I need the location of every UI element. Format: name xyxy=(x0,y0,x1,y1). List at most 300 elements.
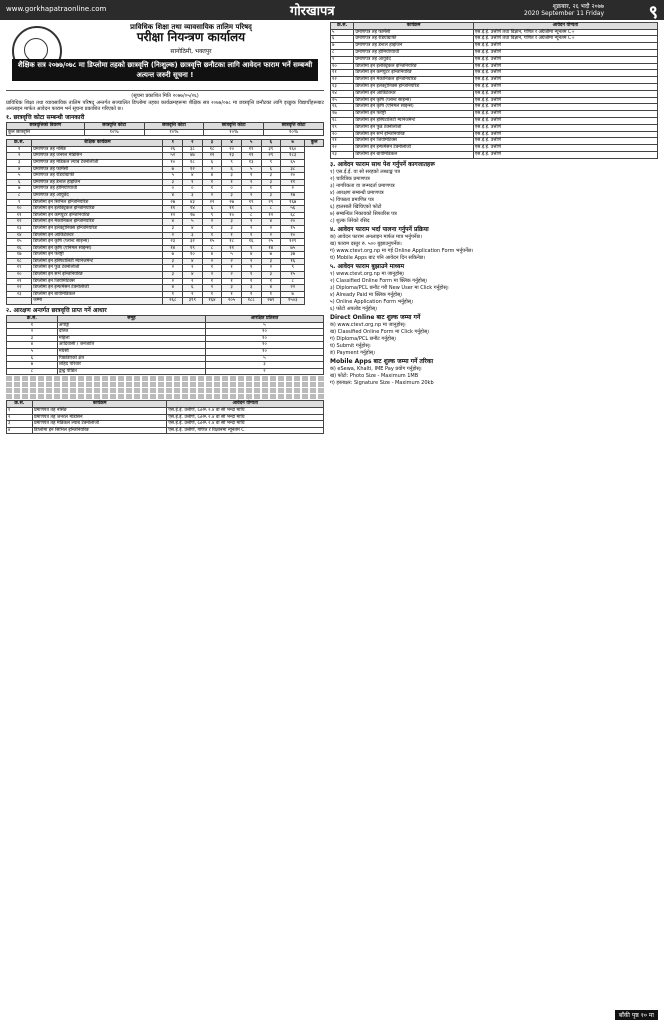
program-cell: ३ xyxy=(7,159,32,166)
right-program-row xyxy=(331,111,658,118)
program-cell: १६७ xyxy=(281,199,305,206)
program-cell: प्रमाणपत्र तह मेडिकल ल्याब टेक्नोलोजी xyxy=(32,159,163,166)
right-program-cell: १४ xyxy=(331,90,354,97)
program-cell: ५ xyxy=(183,219,203,226)
program-cell: १२९ xyxy=(281,239,305,246)
quota-header: छात्रवृत्ति कोटा xyxy=(204,123,264,130)
quota-header: छात्रवृत्ति कोटा xyxy=(144,123,204,130)
right-program-cell: प्रमाणपत्र तह फार्मेसी xyxy=(354,29,473,36)
program-cell: २२ xyxy=(7,285,32,292)
right-program-cell: प्रमाणपत्र तह आयुर्वेद xyxy=(354,56,473,63)
process-item: क) आवेदन फाराम अनलाइन मार्फत मात्र भर्नुपर्नेछ। xyxy=(330,233,422,240)
program-cell: ४ xyxy=(7,166,32,173)
program-cell: २ xyxy=(281,186,305,193)
reservation-row xyxy=(7,362,324,369)
reservation-cell: २ xyxy=(205,368,323,375)
program-cell: १ xyxy=(241,272,261,279)
eligibility-cell: प्रमाणपत्र तह मेडिकल ल्याब टेक्नोलोजी xyxy=(32,421,166,428)
right-program-cell: एस.ई.ई. उत्तीर्ण xyxy=(473,90,657,97)
direct-online-heading: Direct Online बाट शुल्क जम्मा गर्ने xyxy=(330,313,421,321)
program-cell: १३ xyxy=(7,225,32,232)
program-cell: १ xyxy=(222,291,242,298)
reservation-header: आरक्षित प्रतिशत xyxy=(205,316,323,323)
reservation-row xyxy=(7,349,324,356)
program-cell: डिप्लोमा इन इलेक्ट्रिकल इन्जिनियरिङ xyxy=(32,206,163,213)
program-cell: ९ xyxy=(281,265,305,272)
eligibility-table xyxy=(6,400,324,434)
right-program-cell: डिप्लोमा इन हस्पिटालिटी म्यानेजमेन्ट xyxy=(354,117,473,124)
right-program-cell: ६ xyxy=(331,36,354,43)
program-cell: डिप्लोमा इन बायोमेडिकल xyxy=(32,291,163,298)
program-cell: २ xyxy=(183,291,203,298)
program-row xyxy=(7,153,324,160)
reservation-cell: १० xyxy=(205,335,323,342)
program-cell: १५ xyxy=(281,272,305,279)
program-cell: डिप्लोमा इन फुड टेक्नोलोजी xyxy=(32,265,163,272)
program-cell: जम्मा xyxy=(32,298,163,305)
program-cell: २० xyxy=(7,272,32,279)
program-cell: २३ xyxy=(7,291,32,298)
program-cell: २३ xyxy=(163,239,183,246)
program-cell: ११ xyxy=(163,206,183,213)
program-cell: १ xyxy=(202,291,222,298)
mobile-apps-item: ख) फोटो: Photo Size - Maximum 1MB xyxy=(330,372,419,379)
program-cell: १ xyxy=(241,232,261,239)
right-program-cell: एस.ई.ई. उत्तीर्ण xyxy=(473,77,657,84)
eligibility-row xyxy=(7,407,324,414)
program-cell: १९ xyxy=(183,245,203,252)
program-cell: ५२ xyxy=(163,153,183,160)
reservation-cell: आदिवासी / जनजाति xyxy=(57,342,205,349)
program-cell: डिप्लोमा इन मेकानिकल इन्जिनियरिङ xyxy=(32,219,163,226)
program-cell: २२ xyxy=(281,285,305,292)
right-program-cell: एस.ई.ई. उत्तीर्ण xyxy=(473,49,657,56)
program-cell: २० xyxy=(281,219,305,226)
eligibility-header: आवेदन योग्यता xyxy=(167,401,324,408)
program-cell: १ xyxy=(202,232,222,239)
right-program-row xyxy=(331,77,658,84)
online-step-item: ३) Diploma/PCL छनौट गरी New User मा Click गर्नुहोस्। xyxy=(330,284,449,291)
program-cell: ११ xyxy=(222,206,242,213)
program-cell: प्रमाणपत्र तह जनरल मेडिसिन xyxy=(32,153,163,160)
program-cell: ५ xyxy=(222,252,242,259)
quota-cell: १०% xyxy=(84,129,144,136)
program-cell: १५ xyxy=(202,239,222,246)
reservation-cell: २ xyxy=(7,329,58,336)
right-program-row xyxy=(331,145,658,152)
program-cell: १० xyxy=(7,206,32,213)
right-program-cell: एस.ई.ई. उत्तीर्ण xyxy=(473,145,657,152)
program-header: क्र.सं. xyxy=(7,140,32,147)
program-cell: डिप्लोमा इन जियोमेटिक्स xyxy=(32,278,163,285)
program-cell: ५ xyxy=(7,173,32,180)
program-cell: १ xyxy=(261,278,281,285)
program-cell: १ xyxy=(183,179,203,186)
text-line xyxy=(6,382,324,387)
reservation-cell: १० xyxy=(205,349,323,356)
right-program-row xyxy=(331,124,658,131)
quota-cell: कुल छात्रवृत्ति xyxy=(7,129,85,136)
program-cell: ४ xyxy=(261,285,281,292)
program-cell: ९ xyxy=(261,159,281,166)
right-program-row xyxy=(331,131,658,138)
program-cell: ३ xyxy=(261,272,281,279)
program-cell: १३ xyxy=(222,153,242,160)
right-program-cell: डिप्लोमा इन कृषि (प्लान्ट साइन्स) xyxy=(354,97,473,104)
process-list xyxy=(330,234,658,261)
online-step-item: १) www.ctevt.org.np मा जानुहोस्। xyxy=(330,270,405,277)
right-program-cell: एस.ई.ई. उत्तीर्ण xyxy=(473,104,657,111)
right-program-cell: ५ xyxy=(331,29,354,36)
program-cell: २ xyxy=(202,285,222,292)
program-cell: २७ xyxy=(222,199,242,206)
program-cell: २ xyxy=(163,265,183,272)
reservation-header: क्र.सं. xyxy=(7,316,58,323)
right-program-cell: डिप्लोमा इन कम्प्युटर इन्जिनियरिङ xyxy=(354,70,473,77)
right-column xyxy=(330,22,658,387)
program-cell: डिप्लोमा इन कृषि (एनिमल साइन्स) xyxy=(32,245,163,252)
program-cell: ७ xyxy=(7,186,32,193)
program-cell: १९ xyxy=(241,146,261,153)
eligibility-cell: प्रमाणपत्र तह नर्सिङ xyxy=(32,407,166,414)
program-cell: ४ xyxy=(183,173,203,180)
program-cell: १ xyxy=(222,278,242,285)
document-item: ६) हालसालै खिचिएको फोटो xyxy=(330,203,382,210)
program-header: ५ xyxy=(241,140,261,147)
program-cell: ३ xyxy=(261,192,281,199)
program-cell: ७५ xyxy=(281,245,305,252)
reservation-cell: ६ xyxy=(7,355,58,362)
intro-paragraph: प्राविधिक शिक्षा तथा व्यावसायिक तालिम परिषद् अन्तर्गत सञ्चालित डिप्लोमा तहका कार्यक्रमहरूमा शैक्षिक सत्र २०७७/०७८ मा छात्रवृत्ति छनौटका लागि इच्छुक विद्यार्थीहरूबाट अनलाइन मार्फत आवेदन फाराम भर्न सूचना प्रकाशित गरिएको छ। xyxy=(6,100,324,112)
right-program-cell: २१ xyxy=(331,138,354,145)
right-program-row xyxy=(331,63,658,70)
program-cell: डिप्लोमा इन कृषि (प्लान्ट साइन्स) xyxy=(32,239,163,246)
program-cell: २० xyxy=(222,146,242,153)
reservation-cell: दलित xyxy=(57,329,205,336)
right-program-row xyxy=(331,97,658,104)
website-url[interactable]: www.gorkhapatraonline.com xyxy=(6,5,107,13)
program-cell: डिप्लोमा इन इलेक्ट्रोनिक्स इन्जिनियरिङ xyxy=(32,225,163,232)
program-cell: १३ xyxy=(241,159,261,166)
program-row xyxy=(7,212,324,219)
program-row xyxy=(7,291,324,298)
mobile-apps-item: ग) हस्ताक्षर: Signature Size - Maximum 20kb xyxy=(330,379,434,386)
right-program-cell: ७ xyxy=(331,43,354,50)
quota-row xyxy=(7,129,324,136)
program-cell: १४ xyxy=(183,206,203,213)
program-header: ६ xyxy=(261,140,281,147)
reservation-cell: अपाङ्ग xyxy=(57,322,205,329)
program-row xyxy=(7,298,324,305)
reservation-cell: ३ xyxy=(7,335,58,342)
program-row xyxy=(7,179,324,186)
program-cell: ३ xyxy=(222,285,242,292)
program-cell: ४ xyxy=(241,252,261,259)
program-cell: ३७ xyxy=(281,252,305,259)
program-cell: १४ xyxy=(163,245,183,252)
program-cell: १८ xyxy=(202,146,222,153)
program-row xyxy=(7,146,324,153)
program-cell: २ xyxy=(241,179,261,186)
program-cell: २९ xyxy=(261,153,281,160)
program-row xyxy=(7,232,324,239)
program-cell: २ xyxy=(222,272,242,279)
right-program-header: कार्यक्रम xyxy=(354,23,473,30)
program-cell: १४ xyxy=(7,232,32,239)
reservation-cell: महिला xyxy=(57,335,205,342)
program-cell: २ xyxy=(241,192,261,199)
program-header: ४ xyxy=(222,140,242,147)
program-cell: २६ xyxy=(163,146,183,153)
program-row xyxy=(7,245,324,252)
program-cell: १४ xyxy=(261,245,281,252)
program-cell: १२ xyxy=(163,212,183,219)
program-cell: ५ xyxy=(163,173,183,180)
right-program-cell: एस.ई.ई. उत्तीर्ण xyxy=(473,151,657,158)
program-cell: १२ xyxy=(183,166,203,173)
reservation-cell: ३ xyxy=(205,362,323,369)
program-header: कुल xyxy=(305,140,324,147)
program-cell: ६ xyxy=(202,206,222,213)
reservation-cell: १ xyxy=(7,322,58,329)
right-program-cell: एस.ई.ई. उत्तीर्ण तथा विज्ञान, गणित र अंग्रेजीमा न्यूनतम C+ xyxy=(473,29,657,36)
online-step-item: ५) Online Application Form भर्नुहोस्। xyxy=(330,298,414,305)
program-cell: ० xyxy=(241,186,261,193)
program-header: शैक्षिक कार्यक्रम xyxy=(32,140,163,147)
right-program-cell: डिप्लोमा इन इन्फर्मेसन टेक्नोलोजी xyxy=(354,145,473,152)
eligibility-cell: एस.ई.ई. उत्तीर्ण, GPA २.४ वा सो भन्दा माथि xyxy=(167,407,324,414)
program-cell: २९ xyxy=(261,199,281,206)
program-header: १ xyxy=(163,140,183,147)
program-cell: ९ xyxy=(202,212,222,219)
program-cell: १८८ xyxy=(241,298,261,305)
program-cell: २ xyxy=(183,278,203,285)
document-item: ५) विपन्नता प्रमाणित पत्र xyxy=(330,196,374,203)
program-cell: २ xyxy=(241,225,261,232)
program-header: ७ xyxy=(281,140,305,147)
issue-date-english: 2020 September 11 Friday xyxy=(524,10,604,17)
direct-online-list xyxy=(330,322,658,356)
program-cell: डिप्लोमा इन हस्पिटालिटी म्यानेजमेन्ट xyxy=(32,258,163,265)
eligibility-header: क्र.सं. xyxy=(7,401,33,408)
program-cell: ७ xyxy=(261,252,281,259)
program-cell: प्रमाणपत्र तह होमियोप्याथी xyxy=(32,186,163,193)
direct-online-item: ख) Classified Online Form मा Click गर्नुहोस्। xyxy=(330,328,430,335)
program-cell: १ xyxy=(202,179,222,186)
right-program-cell: एस.ई.ई. उत्तीर्ण xyxy=(473,117,657,124)
program-cell: १६ xyxy=(281,258,305,265)
program-cell: ९ xyxy=(222,159,242,166)
program-cell: ० xyxy=(222,186,242,193)
org-line-2: परीक्षा नियन्त्रण कार्यालय xyxy=(136,30,246,44)
quota-cell: १०% xyxy=(204,129,264,136)
program-cell: १० xyxy=(281,232,305,239)
program-cell: ५ xyxy=(241,166,261,173)
reservation-row xyxy=(7,335,324,342)
program-header-row xyxy=(7,140,324,147)
program-cell: २२ xyxy=(202,199,222,206)
program-cell: १९ xyxy=(241,199,261,206)
program-row xyxy=(7,219,324,226)
program-cell: ४ xyxy=(183,272,203,279)
quota-header-row xyxy=(7,123,324,130)
online-step-item: २) Classified Online Form मा क्लिक गर्नुहोस्। xyxy=(330,277,428,284)
right-program-row xyxy=(331,56,658,63)
eligibility-cell: प्रमाणपत्र तह जनरल मेडिसिन xyxy=(32,414,166,421)
reservation-row xyxy=(7,342,324,349)
page-number: ९ xyxy=(648,2,658,23)
right-program-cell: १९ xyxy=(331,124,354,131)
program-header: ३ xyxy=(202,140,222,147)
program-cell: १८ xyxy=(183,159,203,166)
program-table xyxy=(6,139,324,305)
program-cell: २० xyxy=(281,173,305,180)
quota-header: छात्रवृत्ति कोटा xyxy=(264,123,324,130)
reservation-header: समूह xyxy=(57,316,205,323)
eligibility-row xyxy=(7,414,324,421)
program-cell: १२ xyxy=(7,219,32,226)
program-cell: १२ xyxy=(261,212,281,219)
program-cell: १ xyxy=(7,146,32,153)
right-program-cell: एस.ई.ई. उत्तीर्ण तथा विज्ञान, गणित र अंग्रेजीमा न्यूनतम C+ xyxy=(473,36,657,43)
program-cell: १ xyxy=(241,265,261,272)
program-cell: २ xyxy=(202,272,222,279)
right-program-cell: एस.ई.ई. उत्तीर्ण xyxy=(473,124,657,131)
program-cell: २ xyxy=(202,258,222,265)
reservation-cell: ४ xyxy=(7,342,58,349)
right-program-cell: प्रमाणपत्र तह डेन्टल हाइजिन xyxy=(354,43,473,50)
program-cell: ३ xyxy=(222,225,242,232)
org-line-3: सानोठिमी, भक्तपुर xyxy=(170,48,212,55)
online-step-item: ४) Already Paid मा क्लिक गर्नुहोस्। xyxy=(330,291,403,298)
program-cell: ४ xyxy=(163,192,183,199)
program-cell: ३९९ xyxy=(183,298,203,305)
program-cell: ८ xyxy=(241,212,261,219)
program-cell: २ xyxy=(222,258,242,265)
program-cell: ६ xyxy=(241,206,261,213)
reservation-cell: ५ xyxy=(7,349,58,356)
right-program-cell: १६ xyxy=(331,104,354,111)
mobile-apps-list xyxy=(330,366,658,386)
reservation-cell: ५ xyxy=(205,355,323,362)
right-program-header: क्र.सं. xyxy=(331,23,354,30)
right-program-row xyxy=(331,29,658,36)
right-program-cell: २२ xyxy=(331,145,354,152)
right-program-cell: एस.ई.ई. उत्तीर्ण xyxy=(473,83,657,90)
eligibility-cell: डिप्लोमा इन सिभिल इन्जिनियरिङ xyxy=(32,427,166,434)
direct-online-item: ङ) Payment गर्नुहोस्। xyxy=(330,349,376,356)
right-program-cell: एस.ई.ई. उत्तीर्ण xyxy=(473,43,657,50)
reservation-cell: मधेसी xyxy=(57,349,205,356)
text-line xyxy=(6,388,324,393)
program-cell: २ xyxy=(261,232,281,239)
program-cell: ६ xyxy=(261,166,281,173)
program-cell: डिप्लोमा इन इन्फर्मेसन टेक्नोलोजी xyxy=(32,285,163,292)
program-cell: ७ xyxy=(163,252,183,259)
program-cell: १८ xyxy=(7,258,32,265)
program-cell: १ xyxy=(202,225,222,232)
process-item: ख) फाराम दस्तुर रु. ५०० बुझाउनुपर्नेछ। xyxy=(330,240,402,247)
right-program-row xyxy=(331,117,658,124)
program-cell: २ xyxy=(241,219,261,226)
program-cell: १ xyxy=(261,291,281,298)
right-program-cell: एस.ई.ई. उत्तीर्ण xyxy=(473,56,657,63)
reservation-cell: ८ xyxy=(7,368,58,375)
program-cell: १८ xyxy=(222,239,242,246)
right-program-cell: प्रमाणपत्र तह रेडियोग्राफी xyxy=(354,36,473,43)
right-program-row xyxy=(331,90,658,97)
eligibility-cell: ४ xyxy=(7,427,33,434)
program-cell: ५६ xyxy=(281,206,305,213)
right-program-cell: एस.ई.ई. उत्तीर्ण xyxy=(473,97,657,104)
program-cell: ३८ xyxy=(183,146,203,153)
text-block xyxy=(6,376,324,399)
direct-online-item: क) www.ctevt.org.np मा जानुहोस्। xyxy=(330,321,406,328)
program-cell: १ xyxy=(163,291,183,298)
right-program-cell: एस.ई.ई. उत्तीर्ण xyxy=(473,131,657,138)
reservation-table xyxy=(6,315,324,375)
right-program-row xyxy=(331,70,658,77)
eligibility-cell: एस.ई.ई. उत्तीर्ण, GPA २.४ वा सो भन्दा माथि xyxy=(167,414,324,421)
program-cell: ८ xyxy=(7,192,32,199)
eligibility-cell: एस.ई.ई. उत्तीर्ण, GPA २.४ वा सो भन्दा माथि xyxy=(167,421,324,428)
program-row xyxy=(7,225,324,232)
program-cell: ३ xyxy=(163,179,183,186)
program-cell: ४ xyxy=(163,219,183,226)
left-column xyxy=(6,22,324,434)
program-cell: ९ xyxy=(241,245,261,252)
eligibility-header-row xyxy=(7,401,324,408)
reservation-cell: द्वन्द्व पीडित xyxy=(57,368,205,375)
program-cell: ४ xyxy=(183,258,203,265)
right-program-row xyxy=(331,49,658,56)
eligibility-row xyxy=(7,421,324,428)
right-program-row xyxy=(331,138,658,145)
right-program-row xyxy=(331,43,658,50)
program-cell: प्रमाणपत्र तह रेडियोग्राफी xyxy=(32,173,163,180)
right-program-cell: डिप्लोमा इन जियोमेटिक्स xyxy=(354,138,473,145)
eligibility-header: कार्यक्रम xyxy=(32,401,166,408)
program-row xyxy=(7,252,324,259)
right-program-row xyxy=(331,83,658,90)
quota-header: छात्रवृत्तिको विवरण xyxy=(7,123,85,130)
right-program-cell: १८ xyxy=(331,117,354,124)
program-row xyxy=(7,199,324,206)
reservation-cell: ५ xyxy=(205,322,323,329)
program-cell: ३ xyxy=(163,272,183,279)
eligibility-cell: १ xyxy=(7,407,33,414)
program-cell: ३९ xyxy=(261,146,281,153)
notice-title: शैक्षिक सत्र २०७७/०७८ मा डिप्लोमा तहको छात्रवृत्ति (निःशुल्क) छात्रवृत्ति छनौटका लागि आवेदन फाराम भर्ने सम्बन्धी अत्यन्त जरुरी सूचना ! xyxy=(12,59,318,81)
right-program-cell: डिप्लोमा इन बायोमेडिकल xyxy=(354,151,473,158)
masthead xyxy=(0,0,664,23)
program-cell xyxy=(7,298,32,305)
right-program-cell: १२ xyxy=(331,77,354,84)
program-cell: ९ xyxy=(7,199,32,206)
program-cell: ३ xyxy=(163,258,183,265)
document-item: २) चारित्रिक प्रमाणपत्र xyxy=(330,175,370,182)
right-program-cell: डिप्लोमा इन सर्भे इन्जिनियरिङ xyxy=(354,131,473,138)
documents-list xyxy=(330,169,658,224)
program-cell: १ xyxy=(222,265,242,272)
continued-label: बाँकी पृष्ठ १० मा xyxy=(615,1010,658,1020)
online-step-item: ६) फोटो अपलोड गर्नुहोस्। xyxy=(330,305,378,312)
org-line-1: प्राविधिक शिक्षा तथा व्यावसायिक तालिम परिषद् xyxy=(130,23,252,31)
program-cell: ७ xyxy=(163,166,183,173)
program-cell: १० xyxy=(163,159,183,166)
program-cell: ४७ xyxy=(183,153,203,160)
program-cell: ८ xyxy=(202,245,222,252)
